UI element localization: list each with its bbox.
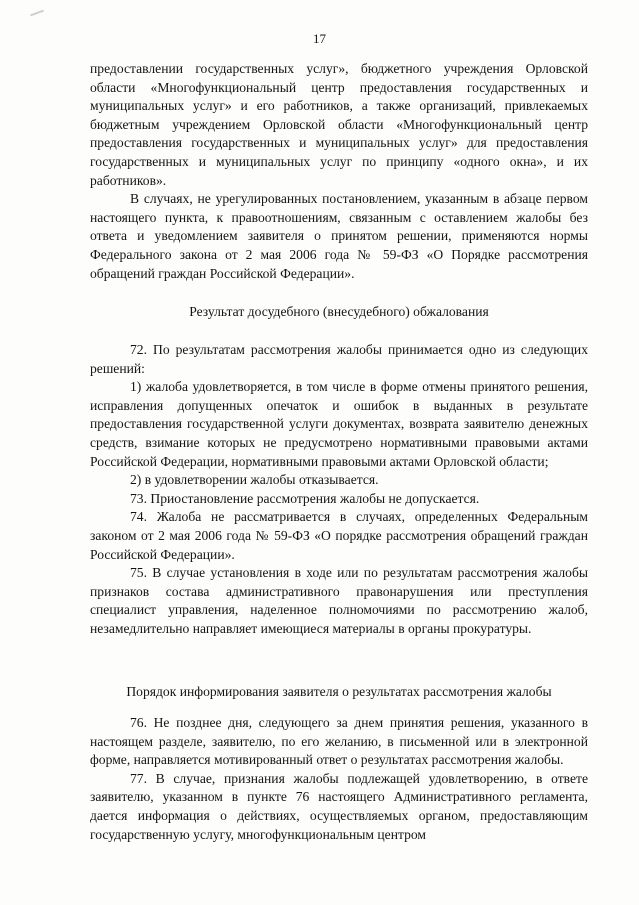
paragraph-74: 74. Жалоба не рассматривается в случаях, определенных Федеральным законом от 2 мая 2006 года № 59-ФЗ «О порядке рассмотрения обращений граждан Российской Федерации». [90,509,588,562]
paragraph-76: 76. Не позднее дня, следующего за днем принятия решения, указанного в настоящем разделе, заявителю, по его желанию, в письменной или в электронной форме, направляется мотивированный ответ о результатах рассмотрения жалобы. [90,715,588,768]
paragraph-73: 73. Приостановление рассмотрения жалобы не допускается. [130,490,480,506]
page-number: 17 [313,31,326,46]
paragraph-72: 72. По результатам рассмотрения жалобы принимается одно из следующих решений: [90,342,588,376]
section-inform-heading-wrap [90,683,588,702]
paragraph-continuation: предоставлении государственных услуг», бюджетного учреждения Орловской области «Многофункциональный центр предоставления государственных и муниципальных услуг» и его работников, а также организаций, привлекаемых бюджетным учреждением Орловской области «Многофункциональный центр предоставления государственных и муниципальных услуг» для предоставления государственных и муниципальных услуг по принципу «одного окна», и их работников». [90,61,588,188]
section-inform [90,714,588,844]
paragraph-in-cases: В случаях, не урегулированных постановлением, указанным в абзаце первом настоящего пункта, к правоотношениям, связанным с оставлением жалобы без ответа и уведомлением заявителя о принятом решении, применяются нормы Федерального закона от 2 мая 2006 года № 59-ФЗ «О Порядке рассмотрения обращений граждан Российской Федерации». [90,191,588,281]
paragraph-72-2: 2) в удовлетворении жалобы отказывается. [130,472,379,488]
scan-artifact [30,10,44,17]
text-block-continuation [90,60,588,283]
paragraph-72-1: 1) жалоба удовлетворяется, в том числе в форме отмены принятого решения, исправления допущенных опечаток и ошибок в выданных в результате предоставления государственной услуги документах, возврата заявителю денежных средств, взимание которых не предусмотрено нормативными правовыми актами Российской Федерации, нормативными правовыми актами Орловской области; [90,379,588,469]
section-heading-result: Результат досудебного (внесудебного) обжалования [189,304,489,319]
section-result [90,341,588,639]
section-result-heading-wrap [90,303,588,322]
paragraph-75: 75. В случае установления в ходе или по результатам рассмотрения жалобы признаков состава административного правонарушения или преступления специалист управления, наделенное полномочиями по рассмотрению жалоб, незамедлительно направляет имеющиеся материалы в органы прокуратуры. [90,565,588,636]
paragraph-77: 77. В случае, признания жалобы подлежащей удовлетворению, в ответе заявителю, указанном в пункте 76 настоящего Административного регламента, дается информация о действиях, осуществляемых органом, предоставляющим государственную услугу, многофункциональным центром [90,770,588,842]
section-heading-inform: Порядок информирования заявителя о результатах рассмотрения жалобы [126,684,552,699]
